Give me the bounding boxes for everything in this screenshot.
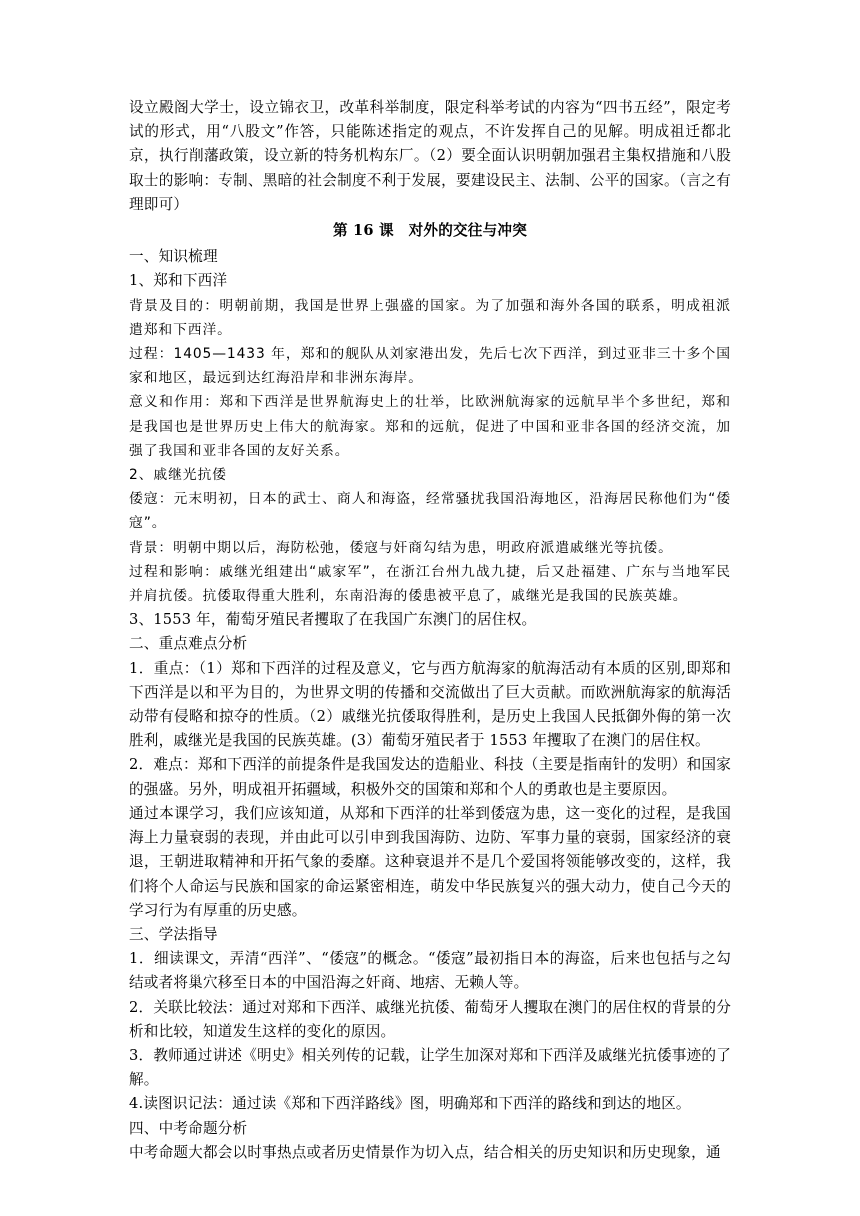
wokou-definition: 倭寇：元末明初，日本的武士、商人和海盗，经常骚扰我国沿海地区，沿海居民称他们为“倭寇”。 [129, 491, 731, 532]
intro-paragraph: 设立殿阁大学士，设立锦衣卫，改革科举制度，限定科举考试的内容为“四书五经”，限定考试的形式，用“八股文”作答，只能陈述指定的观点，不许发挥自己的见解。明成祖迁都北京，执行削藩政策，设立新的特务机构东厂。（2）要全面认识明朝加强君主集权措施和八股取士的影响：专制、黑暗的社会制度不利于发展，要建设民主、法制、公平的国家。（言之有理即可） [129, 99, 731, 213]
exam-analysis-paragraph: 中考命题大都会以时事热点或者历史情景作为切入点，结合相关的历史知识和历史现象，通 [129, 1143, 721, 1161]
method-3-paragraph: 3．教师通过讲述《明史》相关列传的记载，让学生加深对郑和下西洋及戚继光抗倭事迹的了解。 [129, 1046, 731, 1089]
difficult-points-paragraph: 2．难点：郑和下西洋的前提条件是我国发达的造船业、科技（主要是指南针的发明）和国家的强盛。另外，明成祖开拓疆域，积极外交的国策和郑和个人的勇敢也是主要原因。 [129, 756, 731, 798]
zhenghe-meaning: 意义和作用：郑和下西洋是世界航海史上的壮举，比欧洲航海家的远航早半个多世纪，郑和是我国也是世界历史上伟大的航海家。郑和的远航，促进了中国和亚非各国的经济交流，加强了我国和亚非各国的友好关系。 [129, 394, 731, 459]
section-heading-3: 三、学法指导 [129, 925, 218, 943]
zhenghe-background: 背景及目的：明朝前期，我国是世界上强盛的国家。为了加强和海外各国的联系，明成祖派遣郑和下西洋。 [129, 297, 731, 338]
summary-paragraph: 通过本课学习，我们应该知道，从郑和下西洋的壮举到倭寇为患，这一变化的过程，是我国海上力量衰弱的表现，并由此可以引申到我国海防、边防、军事力量的衰弱，国家经济的衰退，王朝进取精神和开拓气象的委靡。这种衰退并不是几个爱国将领能够改变的，这样，我们将个人命运与民族和国家的命运紧密相连，萌发中华民族复兴的强大动力，使自己今天的学习行为有厚重的历史感。 [129, 804, 731, 919]
section-heading-1: 一、知识梳理 [129, 248, 218, 266]
method-4-paragraph: 4.读图识记法：通过读《郑和下西洋路线》图，明确郑和下西洋的路线和到达的地区。 [129, 1095, 691, 1113]
subsection-heading-qijiguang: 2、戚继光抗倭 [129, 467, 227, 484]
lesson-title: 第 16 课 对外的交往与冲突 [332, 222, 527, 240]
method-1-paragraph: 1．细读课文，弄清“西洋”、“倭寇”的概念。“倭寇”最初指日本的海盗，后来也包括与之勾结或者将巢穴移至日本的中国沿海之奸商、地痞、无赖人等。 [129, 950, 731, 992]
method-2-paragraph: 2．关联比较法：通过对郑和下西洋、戚继光抗倭、葡萄牙人攫取在澳门的居住权的背景的分析和比较，知道发生这样的变化的原因。 [129, 998, 731, 1040]
qijiguang-background: 背景：明朝中期以后，海防松弛，倭寇与奸商勾结为患，明政府派遣戚继光等抗倭。 [129, 539, 673, 556]
qijiguang-process: 过程和影响：戚继光组建出“戚家军”，在浙江台州九战九捷，后又赴福建、广东与当地军民并肩抗倭。抗倭取得重大胜利，东南沿海的倭患被平息了，戚继光是我国的民族英雄。 [129, 563, 731, 605]
document-body [129, 96, 731, 1165]
subsection-heading-zhenghe: 1、郑和下西洋 [129, 272, 228, 290]
key-points-paragraph: 1．重点：（1）郑和下西洋的过程及意义，它与西方航海家的航海活动有本质的区别,即郑和下西洋是以和平为目的，为世界文明的传播和交流做出了巨大贡献。而欧洲航海家的航海活动带有侵略和掠夺的性质。（2）戚继光抗倭取得胜利，是历史上我国人民抵御外侮的第一次胜利，戚继光是我国的民族英雄。(3）葡萄牙殖民者于 1553 年攫取了在澳门的居住权。 [129, 659, 731, 750]
macau-paragraph: 3、1553 年，葡萄牙殖民者攫取了在我国广东澳门的居住权。 [129, 611, 537, 629]
zhenghe-process: 过程：1405—1433 年，郑和的舰队从刘家港出发，先后七次下西洋，到过亚非三十多个国家和地区，最远到达红海沿岸和非洲东海岸。 [129, 346, 731, 387]
section-heading-4: 四、中考命题分析 [129, 1119, 248, 1137]
section-heading-2: 二、重点难点分析 [129, 635, 248, 653]
